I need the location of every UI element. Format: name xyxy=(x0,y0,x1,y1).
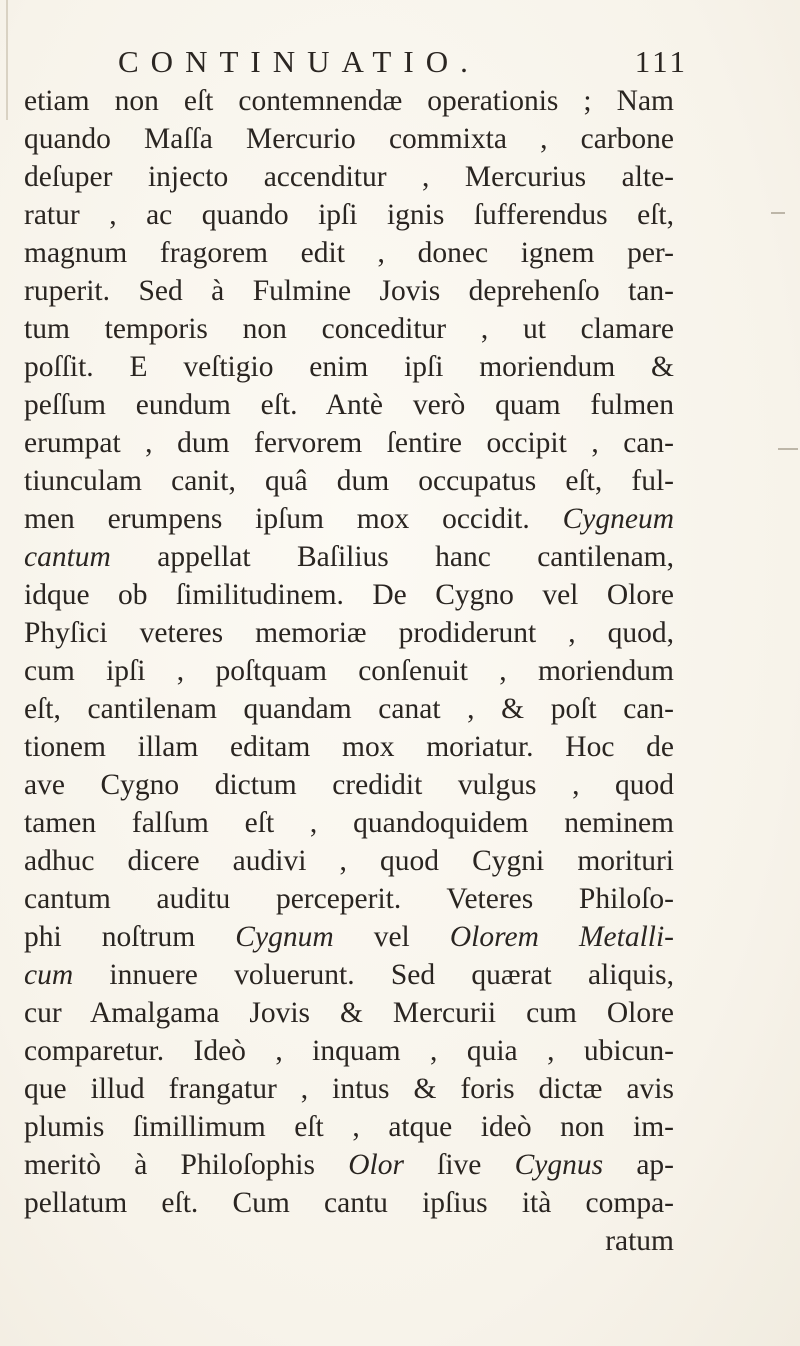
text-line xyxy=(24,1070,674,1108)
text-segment: adhuc dicere audivi , quod Cygni morituri xyxy=(24,845,674,877)
text-segment: ave Cygno dictum credidit vulgus , quod xyxy=(24,769,674,801)
italic-text: Olorem xyxy=(449,921,539,953)
text-line xyxy=(24,728,674,766)
text-line xyxy=(24,1184,674,1222)
text-line xyxy=(24,500,674,538)
italic-text: Olor xyxy=(348,1149,404,1181)
text-line xyxy=(24,538,674,576)
text-segment: cur Amalgama Jovis & Mercurii cum Olore xyxy=(24,997,674,1029)
text-segment: Phyſici veteres memoriæ prodiderunt , quod, xyxy=(24,617,674,649)
text-segment: innuere voluerunt. Sed quærat aliquis, xyxy=(73,959,674,991)
text-segment: etiam non eſt contemnendæ operationis ; Nam xyxy=(24,85,674,117)
text-line xyxy=(24,310,674,348)
text-segment: poſſit. E veſtigio enim ipſi moriendum & xyxy=(24,351,674,383)
text-segment: ratum xyxy=(605,1225,674,1257)
text-line xyxy=(24,1222,674,1260)
italic-text: cum xyxy=(24,959,74,991)
running-head xyxy=(118,40,688,84)
text-segment: appellat Baſilius hanc cantilenam, xyxy=(110,541,674,573)
text-line xyxy=(24,348,674,386)
text-segment: idque ob ſimilitudinem. De Cygno vel Olore xyxy=(24,579,674,611)
running-title: CONTINUATIO. xyxy=(118,44,480,79)
text-segment: vel xyxy=(333,921,450,953)
text-line xyxy=(24,82,674,120)
text-line xyxy=(24,804,674,842)
text-line xyxy=(24,424,674,462)
text-segment: magnum fragorem edit , donec ignem per- xyxy=(24,237,674,269)
text-line xyxy=(24,842,674,880)
body-text xyxy=(24,82,674,1260)
text-segment: que illud frangatur , intus & foris dictæ avis xyxy=(24,1073,674,1105)
text-segment: meritò à Philoſophis xyxy=(24,1149,349,1181)
page-edge-shadow xyxy=(6,0,8,120)
text-segment: tionem illam editam mox moriatur. Hoc de xyxy=(24,731,674,763)
text-segment: cum ipſi , poſtquam conſenuit , moriendum xyxy=(24,655,674,687)
text-segment: quando Maſſa Mercurio commixta , carbone xyxy=(24,123,674,155)
text-segment: plumis ſimillimum eſt , atque ideò non im- xyxy=(24,1111,674,1143)
text-line xyxy=(24,1146,674,1184)
text-segment: comparetur. Ideò , inquam , quia , ubicun- xyxy=(24,1035,674,1067)
page-number: 111 xyxy=(634,44,688,79)
text-segment: tum temporis non conceditur , ut clamare xyxy=(24,313,674,345)
text-line xyxy=(24,918,674,956)
text-segment: pellatum eſt. Cum cantu ipſius ità compa- xyxy=(24,1187,674,1219)
text-segment: cantum auditu perceperit. Veteres Philoſo- xyxy=(24,883,674,915)
text-segment xyxy=(539,921,579,953)
text-line xyxy=(24,462,674,500)
text-line xyxy=(24,158,674,196)
text-segment: phi noſtrum xyxy=(24,921,236,953)
margin-smudge xyxy=(771,212,785,214)
text-line xyxy=(24,120,674,158)
text-line xyxy=(24,614,674,652)
italic-text: Metalli- xyxy=(578,921,674,953)
italic-text: Cygnus xyxy=(514,1149,604,1181)
text-line xyxy=(24,766,674,804)
text-segment: ruperit. Sed à Fulmine Jovis deprehenſo tan- xyxy=(24,275,674,307)
text-line xyxy=(24,272,674,310)
text-line xyxy=(24,880,674,918)
italic-text: Cygneum xyxy=(562,503,674,535)
text-line xyxy=(24,234,674,272)
text-line xyxy=(24,652,674,690)
text-segment: deſuper injecto accenditur , Mercurius alte- xyxy=(24,161,674,193)
text-line xyxy=(24,956,674,994)
text-segment: peſſum eundum eſt. Antè verò quam fulmen xyxy=(24,389,674,421)
italic-text: Cygnum xyxy=(235,921,334,953)
text-segment: tamen falſum eſt , quandoquidem neminem xyxy=(24,807,674,839)
italic-text: cantum xyxy=(24,541,111,573)
text-line xyxy=(24,386,674,424)
text-segment: erumpat , dum fervorem ſentire occipit , can- xyxy=(24,427,674,459)
text-line xyxy=(24,994,674,1032)
text-line xyxy=(24,1032,674,1070)
text-segment: ſive xyxy=(403,1149,515,1181)
text-line xyxy=(24,196,674,234)
text-line xyxy=(24,1108,674,1146)
text-segment: ratur , ac quando ipſi ignis ſufferendus eſt, xyxy=(24,199,674,231)
text-segment: eſt, cantilenam quandam canat , & poſt can- xyxy=(24,693,674,725)
text-segment: tiunculam canit, quâ dum occupatus eſt, ful- xyxy=(24,465,674,497)
text-line xyxy=(24,576,674,614)
text-line xyxy=(24,690,674,728)
margin-smudge xyxy=(778,448,798,450)
text-segment: men erumpens ipſum mox occidit. xyxy=(24,503,563,535)
text-segment: ap- xyxy=(603,1149,674,1181)
